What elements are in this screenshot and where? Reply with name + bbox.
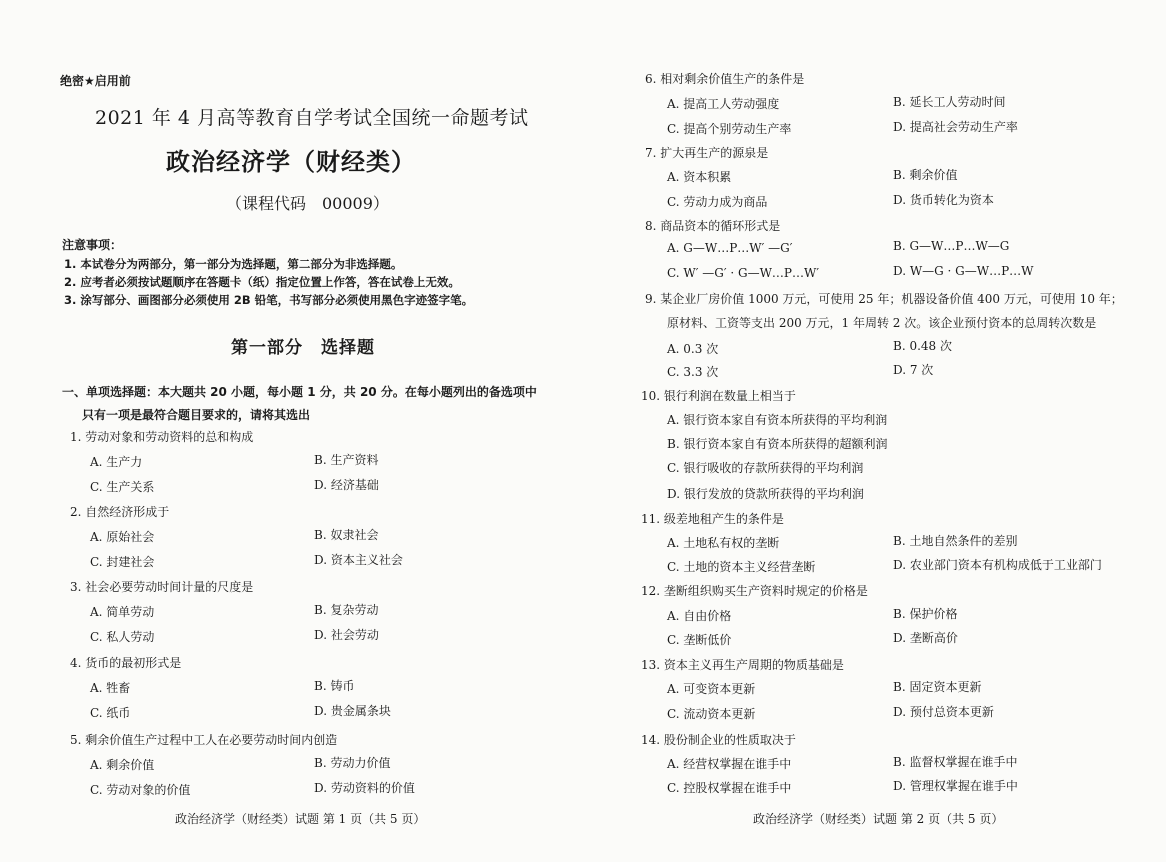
answer-option: D. 贵金属条块 xyxy=(314,704,391,718)
question-stem: 8. 商品资本的循环形式是 xyxy=(645,219,781,233)
answer-option: B. 银行资本家自有资本所获得的超额利润 xyxy=(667,437,888,451)
answer-option: C. 私人劳动 xyxy=(90,630,155,644)
answer-option: C. 控股权掌握在谁手中 xyxy=(667,781,792,795)
question-stem: 2. 自然经济形成于 xyxy=(70,505,170,519)
answer-option: A. 生产力 xyxy=(90,455,143,469)
answer-option: C. 3.3 次 xyxy=(667,365,719,379)
confidential-mark: 绝密★启用前 xyxy=(60,74,131,88)
answer-option: A. 牲畜 xyxy=(90,681,131,695)
answer-option: D. 经济基础 xyxy=(314,478,379,492)
answer-option: A. 简单劳动 xyxy=(90,605,155,619)
answer-option: A. G—W…P…W′ —G′ xyxy=(667,241,793,255)
answer-option: D. 提高社会劳动生产率 xyxy=(893,120,1018,134)
answer-option: B. 0.48 次 xyxy=(893,339,952,353)
answer-option: D. 社会劳动 xyxy=(314,628,379,642)
page-footer: 政治经济学（财经类）试题 第 2 页（共 5 页） xyxy=(753,812,1004,826)
answer-option: B. 生产资料 xyxy=(314,453,379,467)
question-stem: 4. 货币的最初形式是 xyxy=(70,656,182,670)
answer-option: D. 资本主义社会 xyxy=(314,553,403,567)
answer-option: C. W′ —G′ · G—W…P…W′ xyxy=(667,266,820,280)
note-item: 1. 本试卷分为两部分，第一部分为选择题，第二部分为非选择题。 xyxy=(64,257,403,271)
answer-option: A. 自由价格 xyxy=(667,609,732,623)
subject-title: 政治经济学（财经类） xyxy=(166,147,416,176)
answer-option: C. 土地的资本主义经营垄断 xyxy=(667,560,816,574)
answer-option: B. 剩余价值 xyxy=(893,168,958,182)
question-stem: 10. 银行利润在数量上相当于 xyxy=(641,389,796,403)
answer-option: A. 剩余价值 xyxy=(90,758,155,772)
notes-title: 注意事项： xyxy=(62,238,123,252)
answer-option: D. 劳动资料的价值 xyxy=(314,781,415,795)
answer-option: A. 可变资本更新 xyxy=(667,682,756,696)
answer-option: D. 管理权掌握在谁手中 xyxy=(893,779,1018,793)
answer-option: A. 经营权掌握在谁手中 xyxy=(667,757,792,771)
answer-option: B. 土地自然条件的差别 xyxy=(893,534,1018,548)
question-stem: 5. 剩余价值生产过程中工人在必要劳动时间内创造 xyxy=(70,733,338,747)
question-stem: 12. 垄断组织购买生产资料时规定的价格是 xyxy=(641,584,868,598)
answer-option: C. 纸币 xyxy=(90,706,131,720)
answer-option: C. 生产关系 xyxy=(90,480,155,494)
question-stem: 6. 相对剩余价值生产的条件是 xyxy=(645,72,805,86)
section-line: 只有一项是最符合题目要求的，请将其选出 xyxy=(82,408,311,422)
question-stem-continued: 原材料、工资等支出 200 万元，1 年周转 2 次。该企业预付资本的总周转次数是 xyxy=(667,316,1097,330)
answer-option: A. 资本积累 xyxy=(667,170,732,184)
answer-option: D. 银行发放的贷款所获得的平均利润 xyxy=(667,487,864,501)
question-stem: 7. 扩大再生产的源泉是 xyxy=(645,146,769,160)
question-stem: 11. 级差地租产生的条件是 xyxy=(641,512,784,526)
answer-option: D. 农业部门资本有机构成低于工业部门 xyxy=(893,558,1102,572)
answer-option: D. 垄断高价 xyxy=(893,631,958,645)
answer-option: D. 7 次 xyxy=(893,363,934,377)
answer-option: C. 提高个别劳动生产率 xyxy=(667,122,792,136)
page-footer: 政治经济学（财经类）试题 第 1 页（共 5 页） xyxy=(175,812,426,826)
answer-option: B. 复杂劳动 xyxy=(314,603,379,617)
answer-option: B. 固定资本更新 xyxy=(893,680,982,694)
note-item: 3. 涂写部分、画图部分必须使用 2B 铅笔，书写部分必须使用黑色字迹签字笔。 xyxy=(64,293,474,307)
answer-option: A. 银行资本家自有资本所获得的平均利润 xyxy=(667,413,888,427)
section-line: 一、单项选择题：本大题共 20 小题，每小题 1 分，共 20 分。在每小题列出的备选项中 xyxy=(62,385,537,399)
note-item: 2. 应考者必须按试题顺序在答题卡（纸）指定位置上作答，答在试卷上无效。 xyxy=(64,275,460,289)
answer-option: B. 监督权掌握在谁手中 xyxy=(893,755,1018,769)
answer-option: C. 封建社会 xyxy=(90,555,155,569)
answer-option: C. 劳动力成为商品 xyxy=(667,195,768,209)
answer-option: D. 预付总资本更新 xyxy=(893,705,994,719)
section-instructions xyxy=(62,381,562,427)
answer-option: C. 银行吸收的存款所获得的平均利润 xyxy=(667,461,864,475)
exam-page-2 xyxy=(583,0,1166,862)
answer-option: B. 延长工人劳动时间 xyxy=(893,95,1006,109)
question-stem: 14. 股份制企业的性质取决于 xyxy=(641,733,796,747)
part-title: 第一部分 选择题 xyxy=(231,338,375,358)
question-stem: 3. 社会必要劳动时间计量的尺度是 xyxy=(70,580,254,594)
answer-option: C. 流动资本更新 xyxy=(667,707,756,721)
answer-option: B. 保护价格 xyxy=(893,607,958,621)
answer-option: C. 垄断低价 xyxy=(667,633,732,647)
answer-option: B. 劳动力价值 xyxy=(314,756,391,770)
answer-option: A. 原始社会 xyxy=(90,530,155,544)
answer-option: A. 0.3 次 xyxy=(667,342,719,356)
question-stem: 9. 某企业厂房价值 1000 万元，可使用 25 年；机器设备价值 400 万元，可使用 10 年； xyxy=(645,292,1123,306)
answer-option: A. 提高工人劳动强度 xyxy=(667,97,780,111)
question-stem: 1. 劳动对象和劳动资料的总和构成 xyxy=(70,430,254,444)
answer-option: D. 货币转化为资本 xyxy=(893,193,994,207)
course-code: （课程代码 00009） xyxy=(226,194,389,213)
answer-option: B. G—W…P…W—G xyxy=(893,239,1010,253)
answer-option: D. W—G · G—W…P…W xyxy=(893,264,1034,278)
answer-option: C. 劳动对象的价值 xyxy=(90,783,191,797)
question-stem: 13. 资本主义再生产周期的物质基础是 xyxy=(641,658,844,672)
answer-option: B. 铸币 xyxy=(314,679,355,693)
exam-title: 2021 年 4 月高等教育自学考试全国统一命题考试 xyxy=(95,107,529,129)
answer-option: B. 奴隶社会 xyxy=(314,528,379,542)
answer-option: A. 土地私有权的垄断 xyxy=(667,536,780,550)
